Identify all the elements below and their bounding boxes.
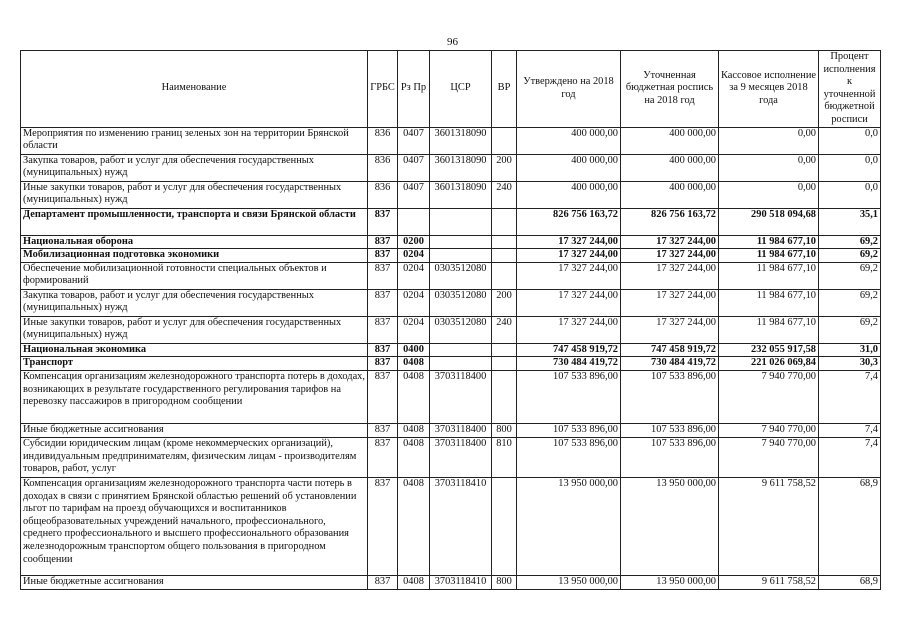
- row-vr: [492, 208, 517, 235]
- row-rzpr: 0200: [398, 235, 430, 249]
- row-percent: 0,0: [819, 127, 881, 154]
- row-vr: 810: [492, 437, 517, 477]
- page-number: 96: [447, 36, 458, 48]
- row-approved: 730 484 419,72: [517, 357, 621, 371]
- row-csr: [430, 208, 492, 235]
- row-approved: 17 327 244,00: [517, 262, 621, 289]
- row-refined: 17 327 244,00: [621, 262, 719, 289]
- row-percent: 30,3: [819, 357, 881, 371]
- row-cash: 11 984 677,10: [719, 262, 819, 289]
- row-vr: 240: [492, 316, 517, 343]
- table-row: [21, 289, 881, 316]
- row-cash: 11 984 677,10: [719, 235, 819, 249]
- row-name: Иные закупки товаров, работ и услуг для обеспечения государственных (муниципальных) нужд: [21, 181, 368, 208]
- row-csr: 3703118400: [430, 370, 492, 423]
- row-rzpr: 0204: [398, 316, 430, 343]
- row-percent: 69,2: [819, 316, 881, 343]
- row-refined: 400 000,00: [621, 181, 719, 208]
- table-row: [21, 316, 881, 343]
- row-cash: 11 984 677,10: [719, 289, 819, 316]
- row-vr: 200: [492, 289, 517, 316]
- row-approved: 17 327 244,00: [517, 289, 621, 316]
- row-rzpr: [398, 208, 430, 235]
- row-vr: [492, 249, 517, 263]
- row-rzpr: 0408: [398, 477, 430, 575]
- row-grbs: 836: [368, 181, 398, 208]
- row-refined: 107 533 896,00: [621, 370, 719, 423]
- row-csr: [430, 249, 492, 263]
- row-grbs: 837: [368, 423, 398, 437]
- header-percent: Процент исполнения к уточненной бюджетной росписи: [819, 51, 881, 128]
- row-rzpr: 0408: [398, 437, 430, 477]
- row-csr: 3601318090: [430, 181, 492, 208]
- header-cash: Кассовое исполнение за 9 месяцев 2018 года: [719, 51, 819, 128]
- row-rzpr: 0407: [398, 154, 430, 181]
- row-cash: 232 055 917,58: [719, 343, 819, 357]
- table-row: [21, 262, 881, 289]
- row-grbs: 837: [368, 316, 398, 343]
- row-grbs: 837: [368, 370, 398, 423]
- row-cash: 0,00: [719, 127, 819, 154]
- row-vr: 800: [492, 423, 517, 437]
- row-refined: 13 950 000,00: [621, 575, 719, 589]
- row-approved: 107 533 896,00: [517, 437, 621, 477]
- row-rzpr: 0400: [398, 343, 430, 357]
- row-name: Национальная экономика: [21, 343, 368, 357]
- row-refined: 17 327 244,00: [621, 289, 719, 316]
- row-approved: 17 327 244,00: [517, 249, 621, 263]
- row-name: Мобилизационная подготовка экономики: [21, 249, 368, 263]
- row-refined: 17 327 244,00: [621, 235, 719, 249]
- row-rzpr: 0408: [398, 357, 430, 371]
- header-name: Наименование: [21, 51, 368, 128]
- row-grbs: 837: [368, 249, 398, 263]
- row-percent: 68,9: [819, 477, 881, 575]
- row-csr: 3703118410: [430, 575, 492, 589]
- header-csr: ЦСР: [430, 51, 492, 128]
- table-row: [21, 154, 881, 181]
- row-percent: 69,2: [819, 289, 881, 316]
- row-cash: 290 518 094,68: [719, 208, 819, 235]
- row-csr: 3601318090: [430, 127, 492, 154]
- row-cash: 0,00: [719, 154, 819, 181]
- row-approved: 400 000,00: [517, 127, 621, 154]
- row-refined: 400 000,00: [621, 127, 719, 154]
- row-name: Компенсация организациям железнодорожного транспорта части потерь в доходах в связи с принятием Брянской областью решений об установлении льгот по тарифам на проезд обучающихся и воспитанников общеобразовательных учреждений начального, профессионального, среднего профессионального и высшего профессионального образования железнодорожным транспортом общего пользования в пригородном сообщении: [21, 477, 368, 575]
- row-grbs: 836: [368, 154, 398, 181]
- table-row: [21, 477, 881, 575]
- header-vr: ВР: [492, 51, 517, 128]
- table-row: [21, 235, 881, 249]
- row-name: Иные бюджетные ассигнования: [21, 575, 368, 589]
- row-grbs: 837: [368, 208, 398, 235]
- row-vr: [492, 357, 517, 371]
- row-refined: 107 533 896,00: [621, 437, 719, 477]
- row-rzpr: 0204: [398, 262, 430, 289]
- row-csr: [430, 343, 492, 357]
- row-percent: 7,4: [819, 370, 881, 423]
- row-cash: 0,00: [719, 181, 819, 208]
- row-refined: 17 327 244,00: [621, 249, 719, 263]
- row-percent: 69,2: [819, 262, 881, 289]
- row-cash: 9 611 758,52: [719, 575, 819, 589]
- header-approved: Утверждено на 2018 год: [517, 51, 621, 128]
- row-percent: 35,1: [819, 208, 881, 235]
- row-vr: 200: [492, 154, 517, 181]
- row-grbs: 837: [368, 357, 398, 371]
- row-csr: 0303512080: [430, 316, 492, 343]
- row-vr: [492, 235, 517, 249]
- row-name: Закупка товаров, работ и услуг для обеспечения государственных (муниципальных) нужд: [21, 289, 368, 316]
- row-refined: 826 756 163,72: [621, 208, 719, 235]
- row-percent: 69,2: [819, 249, 881, 263]
- table-body: [21, 127, 881, 589]
- row-percent: 0,0: [819, 181, 881, 208]
- row-vr: 800: [492, 575, 517, 589]
- row-cash: 11 984 677,10: [719, 249, 819, 263]
- row-approved: 13 950 000,00: [517, 477, 621, 575]
- table-row: [21, 208, 881, 235]
- row-grbs: 837: [368, 289, 398, 316]
- row-vr: [492, 343, 517, 357]
- row-refined: 107 533 896,00: [621, 423, 719, 437]
- row-grbs: 836: [368, 127, 398, 154]
- row-name: Иные бюджетные ассигнования: [21, 423, 368, 437]
- row-grbs: 837: [368, 477, 398, 575]
- row-grbs: 837: [368, 437, 398, 477]
- row-approved: 747 458 919,72: [517, 343, 621, 357]
- header-row: [21, 51, 881, 128]
- row-rzpr: 0407: [398, 127, 430, 154]
- row-name: Закупка товаров, работ и услуг для обеспечения государственных (муниципальных) нужд: [21, 154, 368, 181]
- row-rzpr: 0408: [398, 370, 430, 423]
- table-row: [21, 437, 881, 477]
- table-row: [21, 575, 881, 589]
- row-csr: [430, 235, 492, 249]
- row-refined: 13 950 000,00: [621, 477, 719, 575]
- row-grbs: 837: [368, 575, 398, 589]
- row-approved: 17 327 244,00: [517, 235, 621, 249]
- row-name: Национальная оборона: [21, 235, 368, 249]
- row-csr: 0303512080: [430, 289, 492, 316]
- row-refined: 747 458 919,72: [621, 343, 719, 357]
- row-rzpr: 0204: [398, 249, 430, 263]
- row-cash: 7 940 770,00: [719, 437, 819, 477]
- row-rzpr: 0407: [398, 181, 430, 208]
- row-name: Транспорт: [21, 357, 368, 371]
- header-grbs: ГРБС: [368, 51, 398, 128]
- row-csr: 0303512080: [430, 262, 492, 289]
- row-csr: 3703118400: [430, 423, 492, 437]
- row-percent: 7,4: [819, 423, 881, 437]
- row-approved: 400 000,00: [517, 181, 621, 208]
- header-rzpr: Рз Пр: [398, 51, 430, 128]
- row-cash: 221 026 069,84: [719, 357, 819, 371]
- row-grbs: 837: [368, 343, 398, 357]
- row-vr: [492, 262, 517, 289]
- row-name: Мероприятия по изменению границ зеленых зон на территории Брянской области: [21, 127, 368, 154]
- row-cash: 11 984 677,10: [719, 316, 819, 343]
- row-name: Субсидии юридическим лицам (кроме некоммерческих организаций), индивидуальным предпринимателям, физическим лицам - производителям товаров, работ, услуг: [21, 437, 368, 477]
- row-refined: 400 000,00: [621, 154, 719, 181]
- row-csr: 3601318090: [430, 154, 492, 181]
- row-rzpr: 0204: [398, 289, 430, 316]
- table-row: [21, 423, 881, 437]
- row-grbs: 837: [368, 262, 398, 289]
- row-csr: 3703118400: [430, 437, 492, 477]
- table-row: [21, 127, 881, 154]
- row-percent: 31,0: [819, 343, 881, 357]
- row-cash: 9 611 758,52: [719, 477, 819, 575]
- budget-table: [20, 50, 881, 590]
- row-percent: 7,4: [819, 437, 881, 477]
- row-vr: [492, 370, 517, 423]
- row-vr: [492, 477, 517, 575]
- row-name: Компенсация организациям железнодорожного транспорта потерь в доходах, возникающих в результате государственного регулирования тарифов на перевозку пассажиров в пригородном сообщении: [21, 370, 368, 423]
- row-vr: 240: [492, 181, 517, 208]
- row-rzpr: 0408: [398, 575, 430, 589]
- table-row: [21, 357, 881, 371]
- row-refined: 730 484 419,72: [621, 357, 719, 371]
- row-cash: 7 940 770,00: [719, 423, 819, 437]
- row-grbs: 837: [368, 235, 398, 249]
- row-approved: 400 000,00: [517, 154, 621, 181]
- row-approved: 826 756 163,72: [517, 208, 621, 235]
- row-name: Иные закупки товаров, работ и услуг для обеспечения государственных (муниципальных) нужд: [21, 316, 368, 343]
- row-percent: 68,9: [819, 575, 881, 589]
- table-row: [21, 370, 881, 423]
- row-approved: 17 327 244,00: [517, 316, 621, 343]
- table-row: [21, 249, 881, 263]
- table-row: [21, 181, 881, 208]
- row-csr: [430, 357, 492, 371]
- table-row: [21, 343, 881, 357]
- row-refined: 17 327 244,00: [621, 316, 719, 343]
- row-approved: 13 950 000,00: [517, 575, 621, 589]
- row-csr: 3703118410: [430, 477, 492, 575]
- row-name: Департамент промышленности, транспорта и связи Брянской области: [21, 208, 368, 235]
- row-percent: 69,2: [819, 235, 881, 249]
- row-approved: 107 533 896,00: [517, 423, 621, 437]
- row-rzpr: 0408: [398, 423, 430, 437]
- row-percent: 0,0: [819, 154, 881, 181]
- row-name: Обеспечение мобилизационной готовности специальных объектов и формирований: [21, 262, 368, 289]
- header-refined: Уточненная бюджетная роспись на 2018 год: [621, 51, 719, 128]
- row-cash: 7 940 770,00: [719, 370, 819, 423]
- row-vr: [492, 127, 517, 154]
- row-approved: 107 533 896,00: [517, 370, 621, 423]
